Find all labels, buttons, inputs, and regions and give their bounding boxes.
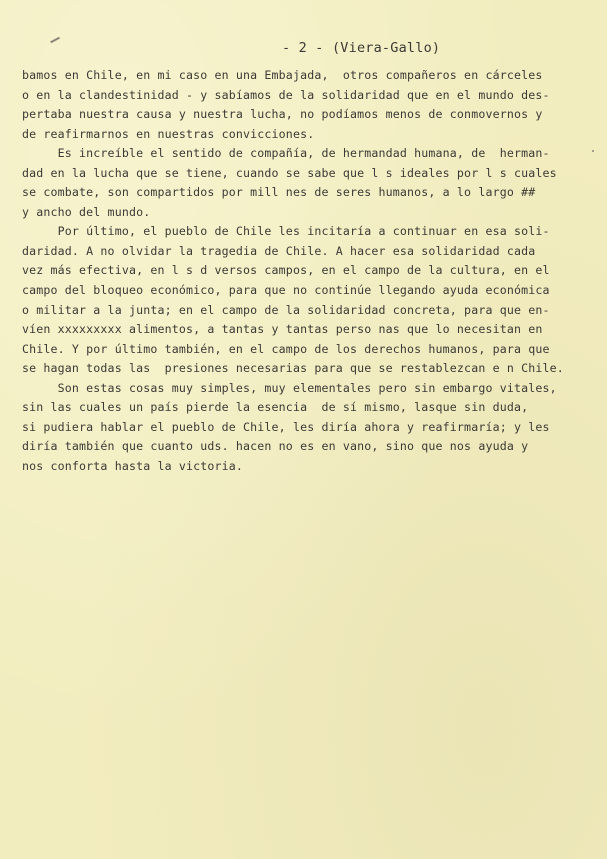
text-line: nos conforta hasta la victoria. (22, 458, 244, 473)
text-line: o en la clandestinidad - y sabíamos de la solidaridad que en el mundo des- (22, 87, 550, 102)
text-line: pertaba nuestra causa y nuestra lucha, no podíamos menos de conmovernos y (22, 107, 543, 122)
text-line: dad en la lucha que se tiene, cuando se sabe que l s ideales por l s cuales (22, 165, 557, 180)
margin-speck (592, 150, 594, 152)
text-line: vez más efectiva, en l s d versos campos, en el campo de la cultura, en el (22, 263, 550, 278)
text-line: Son estas cosas muy simples, muy elementales pero sin embargo vitales, (22, 380, 557, 395)
margin-mark (50, 37, 60, 43)
text-line: diría también que cuanto uds. hacen no es en vano, sino que nos ayuda y (22, 439, 529, 454)
text-line: víen xxxxxxxxx alimentos, a tantas y tantas perso nas que lo necesitan en (22, 322, 543, 337)
text-line: campo del bloqueo económico, para que no continúe llegando ayuda económica (22, 283, 550, 298)
text-line: Es increíble el sentido de compañía, de hermandad humana, de herman- (22, 146, 550, 161)
text-line: Por último, el pueblo de Chile les incitaría a continuar en esa soli- (22, 224, 550, 239)
text-line: o militar a la junta; en el campo de la solidaridad concreta, para que en- (22, 302, 550, 317)
text-line: se combate, son compartidos por mill nes de seres humanos, a lo largo ## (22, 185, 536, 200)
text-line: si pudiera hablar el pueblo de Chile, les diría ahora y reafirmaría; y les (22, 419, 550, 434)
text-line: bamos en Chile, en mi caso en una Embajada, otros compañeros en cárceles (22, 68, 543, 82)
text-line: se hagan todas las presiones necesarias para que se restablezcan e n Chile. (22, 361, 564, 376)
text-line: Chile. Y por último también, en el campo de los derechos humanos, para que (22, 341, 550, 356)
body-text (22, 66, 582, 476)
text-line: y ancho del mundo. (22, 204, 151, 219)
text-line: de reafirmarnos en nuestras convicciones. (22, 126, 315, 141)
text-line: sin las cuales un país pierde la esencia de sí mismo, lasque sin duda, (22, 400, 529, 415)
text-line: daridad. A no olvidar la tragedia de Chile. A hacer esa solidaridad cada (22, 243, 536, 258)
page-header: - 2 - (Viera-Gallo) (282, 40, 441, 56)
